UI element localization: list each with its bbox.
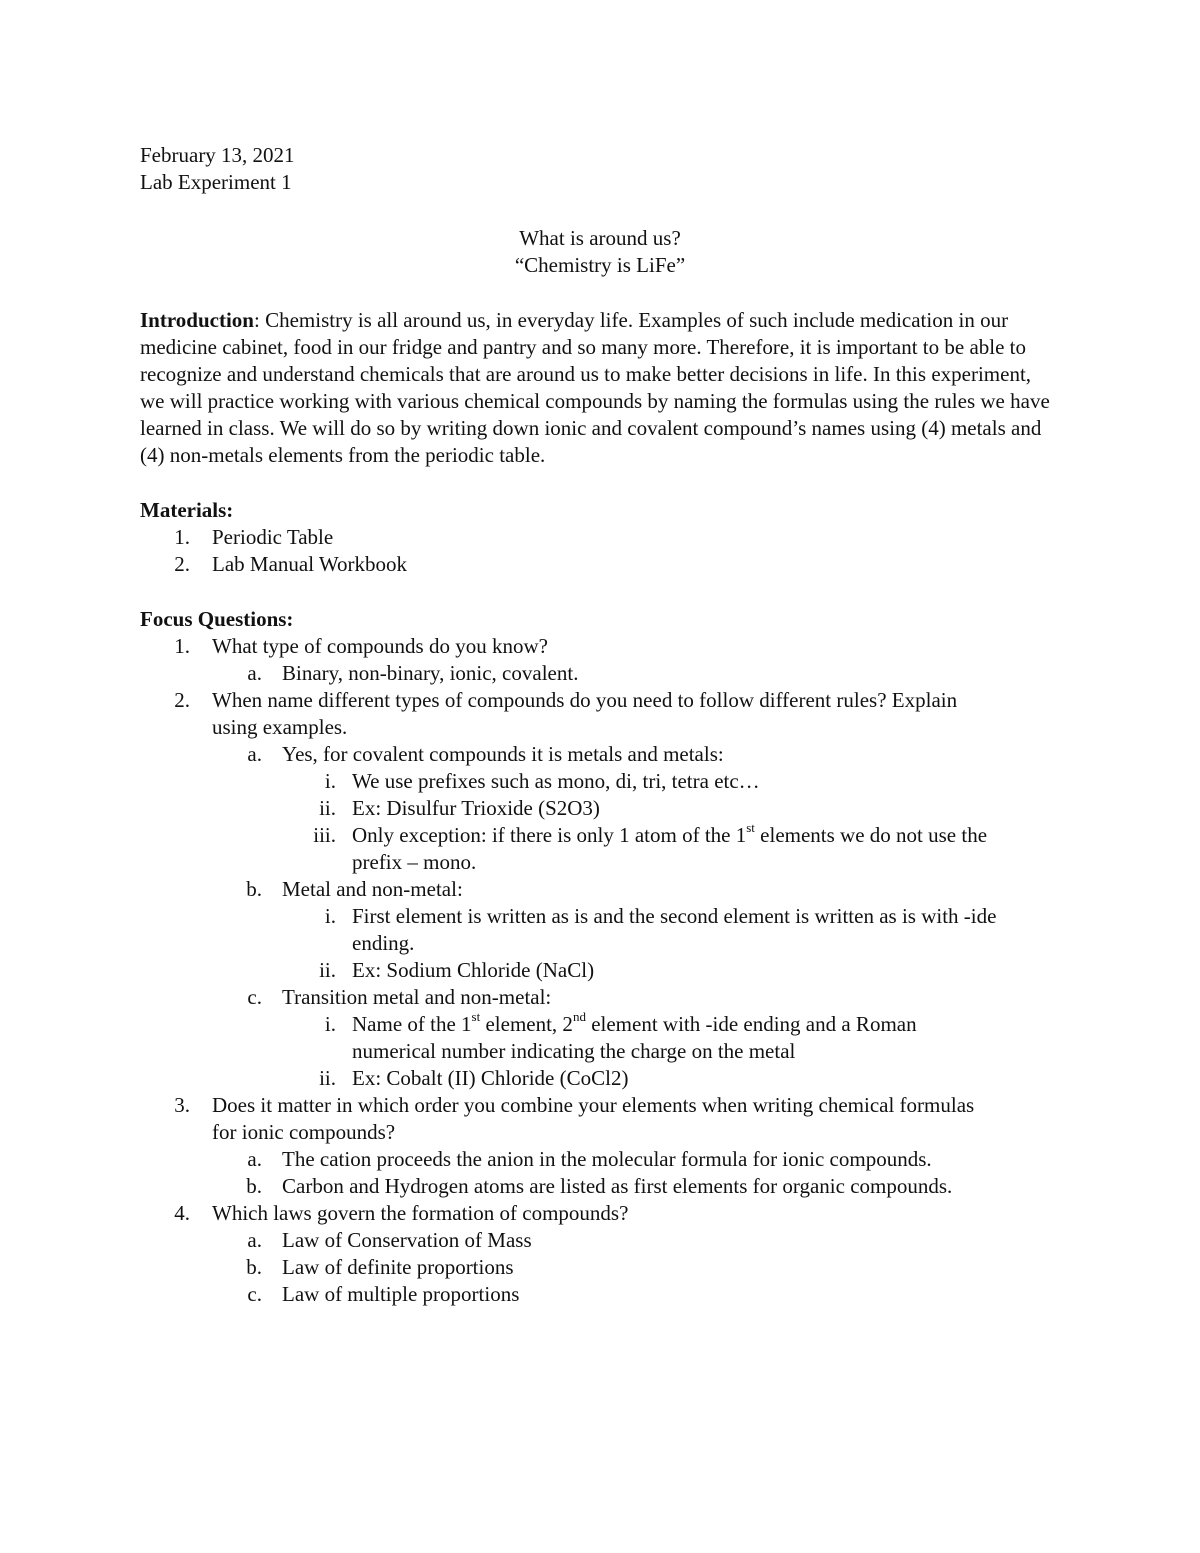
answer-text: Yes, for covalent compounds it is metals and metals:	[282, 742, 724, 766]
question-text: What type of compounds do you know?	[212, 634, 548, 658]
list-letter: a.	[247, 742, 262, 766]
answer-text-part: element, 2	[480, 1012, 573, 1036]
date-line: February 13, 2021	[140, 143, 295, 167]
subtitle: “Chemistry is LiFe”	[514, 253, 686, 277]
question-4	[140, 1200, 1060, 1227]
list-roman: i.	[324, 769, 336, 793]
answer-2c	[140, 984, 1060, 1011]
answer-text-part: element with -ide ending and a Roman numerical number indicating the charge on the metal	[352, 1012, 917, 1063]
list-letter: b.	[246, 877, 262, 901]
answer-2c-i	[140, 1011, 1060, 1065]
question-text: Does it matter in which order you combine your elements when writing chemical formulas for ionic compounds?	[212, 1093, 975, 1144]
list-text: Periodic Table	[212, 525, 334, 549]
answer-text: We use prefixes such as mono, di, tri, tetra etc…	[352, 769, 760, 793]
list-item	[140, 524, 1060, 551]
answer-text: Transition metal and non-metal:	[282, 985, 552, 1009]
list-roman: ii.	[319, 796, 336, 820]
lab-title-line: Lab Experiment 1	[140, 170, 292, 194]
list-item	[140, 551, 1060, 578]
answer-1a	[140, 660, 1060, 687]
list-letter: c.	[247, 1282, 262, 1306]
answer-text-part: Name of the 1	[352, 1012, 472, 1036]
question-text: When name different types of compounds do you need to follow different rules? Explain using examples.	[212, 688, 958, 739]
list-letter: a.	[247, 1228, 262, 1252]
question-2	[140, 687, 1060, 741]
answer-2c-ii	[140, 1065, 1060, 1092]
answer-2b	[140, 876, 1060, 903]
answer-text: Ex: Sodium Chloride (NaCl)	[352, 958, 595, 982]
list-roman: i.	[324, 1012, 336, 1036]
introduction-label: Introduction	[140, 308, 254, 332]
list-text: Lab Manual Workbook	[212, 552, 408, 576]
introduction-paragraph	[140, 307, 1052, 469]
list-number: 3.	[174, 1093, 190, 1117]
list-letter: a.	[247, 661, 262, 685]
answer-3a	[140, 1146, 1060, 1173]
materials-list	[140, 524, 1060, 578]
answer-text: First element is written as is and the second element is written as is with -ide ending.	[352, 904, 997, 955]
answer-3b	[140, 1173, 1060, 1200]
list-number: 1.	[174, 634, 190, 658]
list-roman: ii.	[319, 1066, 336, 1090]
answer-text	[352, 822, 1042, 876]
answer-text-part: Only exception: if there is only 1 atom of the 1	[352, 823, 747, 847]
superscript: nd	[572, 1009, 586, 1024]
answer-text: Ex: Disulfur Trioxide (S2O3)	[352, 796, 600, 820]
title-block	[140, 225, 1060, 279]
answer-text: The cation proceeds the anion in the molecular formula for ionic compounds.	[282, 1147, 932, 1171]
answer-2b-i	[140, 903, 1060, 957]
answer-4b	[140, 1254, 1060, 1281]
list-number: 2.	[174, 688, 190, 712]
list-number: 1.	[174, 525, 190, 549]
answer-text: Ex: Cobalt (II) Chloride (CoCl2)	[352, 1066, 629, 1090]
introduction-text: : Chemistry is all around us, in everyday life. Examples of such include medication in our medicine cabinet, food in our fridge and pantry and so many more. Therefore, it is important to be able to recognize and understand chemicals that are around us to make better decisions in life. In this experiment, we will practice working with various chemical compounds by naming the formulas using the rules we have learned in class. We will do so by writing down ionic and covalent compound’s names using (4) metals and (4) non-metals elements from the periodic table.	[140, 308, 1050, 467]
answer-4c	[140, 1281, 1060, 1308]
question-3	[140, 1092, 1060, 1146]
list-roman: iii.	[313, 823, 336, 847]
answer-text: Law of Conservation of Mass	[282, 1228, 532, 1252]
focus-questions-heading: Focus Questions:	[140, 607, 294, 631]
answer-text: Metal and non-metal:	[282, 877, 463, 901]
answer-text: Binary, non-binary, ionic, covalent.	[282, 661, 579, 685]
main-title: What is around us?	[519, 226, 681, 250]
question-1	[140, 633, 1060, 660]
answer-text-part: elements we do not use the prefix – mono.	[352, 823, 988, 874]
answer-2a-ii	[140, 795, 1060, 822]
answer-2a	[140, 741, 1060, 768]
list-roman: ii.	[319, 958, 336, 982]
list-letter: b.	[246, 1174, 262, 1198]
superscript: st	[471, 1009, 481, 1024]
materials-heading: Materials:	[140, 498, 234, 522]
list-roman: i.	[324, 904, 336, 928]
superscript: st	[746, 820, 755, 835]
document-page	[140, 142, 1060, 1308]
list-letter: b.	[246, 1255, 262, 1279]
answer-text	[352, 1011, 1002, 1065]
answer-2a-iii	[140, 822, 1060, 876]
answer-text: Law of definite proportions	[282, 1255, 514, 1279]
answer-text: Carbon and Hydrogen atoms are listed as first elements for organic compounds.	[282, 1174, 953, 1198]
focus-questions-list	[140, 633, 1060, 1308]
answer-text: Law of multiple proportions	[282, 1282, 520, 1306]
answer-4a	[140, 1227, 1060, 1254]
answer-2b-ii	[140, 957, 1060, 984]
answer-2a-i	[140, 768, 1060, 795]
list-letter: a.	[247, 1147, 262, 1171]
list-number: 2.	[174, 552, 190, 576]
list-number: 4.	[174, 1201, 190, 1225]
list-letter: c.	[247, 985, 262, 1009]
question-text: Which laws govern the formation of compounds?	[212, 1201, 629, 1225]
